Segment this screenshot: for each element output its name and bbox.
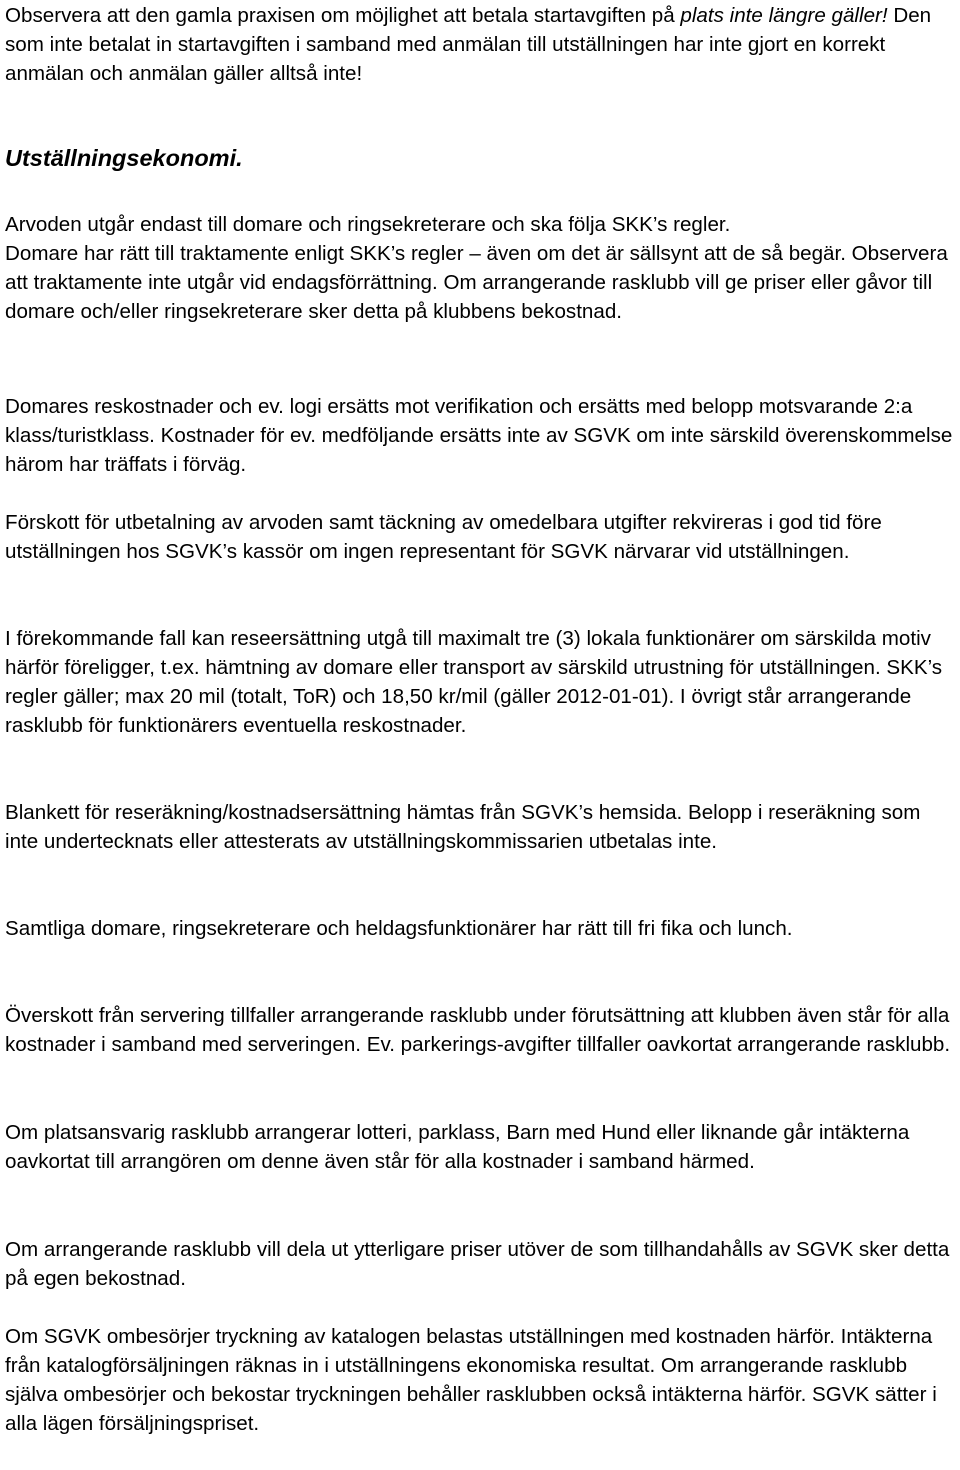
section-heading: Utställningsekonomi.	[5, 145, 243, 171]
intro-text-b: Den som inte betalat in startavgiften i samband med anmälan till utställningen har inte gjort en korrekt anmälan och anmälan gäller alltså inte!	[5, 4, 932, 85]
blankett-paragraph: Blankett för reseräkning/kostnadsersättning hämtas från SGVK’s hemsida. Belopp i reseräkning som inte undertecknats eller attesterats av utställningskommissarien utbetalas inte.	[5, 801, 921, 853]
forskott-paragraph: Förskott för utbetalning av arvoden samt täckning av omedelbara utgifter rekvireras i god tid före utställningen hos SGVK’s kassör om ingen representant för SGVK närvarar vid utställningen.	[5, 511, 882, 563]
katalog-paragraph: Om SGVK ombesörjer tryckning av katalogen belastas utställningen med kostnaden härför. Intäkterna från katalogförsäljningen räknas in i utställningens ekonomiska resultat. Om arrangerande rasklubb själva ombesörjer och bekostar tryckningen behåller rasklubben också intäkterna härför. SGVK sätter i alla lägen försäljningspriset.	[5, 1325, 937, 1435]
domares-paragraph: Domares reskostnader och ev. logi ersätts mot verifikation och ersätts med belopp motsvarande 2:a klass/turistklass. Kostnader för ev. medföljande ersätts inte av SGVK om inte särskild överenskommelse härom har träffats i förväg.	[5, 395, 953, 476]
overskott-paragraph: Överskott från servering tillfaller arrangerande rasklubb under förutsättning att klubben även står för alla kostnader i samband med serveringen. Ev. parkerings-avgifter tillfaller oavkortat arrangerande rasklubb.	[5, 1004, 951, 1056]
samtliga-paragraph: Samtliga domare, ringsekreterare och heldagsfunktionärer har rätt till fri fika och lunch.	[5, 917, 793, 940]
intro-paragraph	[5, 1, 957, 88]
lotteri-paragraph: Om platsansvarig rasklubb arrangerar lotteri, parklass, Barn med Hund eller liknande går intäkterna oavkortat till arrangören om denne även står för alla kostnader i samband härmed.	[5, 1121, 910, 1173]
intro-text-a: Observera att den gamla praxisen om möjlighet att betala startavgiften på	[5, 4, 681, 27]
domare-paragraph: Domare har rätt till traktamente enligt SKK’s regler – även om det är sällsynt att de så begär. Observera att traktamente inte utgår vid endagsförrättning. Om arrangerande rasklubb vill ge priser eller gåvor till domare och/eller ringsekreterare sker detta på klubbens bekostnad.	[5, 242, 948, 323]
intro-italic-a: plats inte	[680, 4, 763, 27]
arvoden-paragraph: Arvoden utgår endast till domare och ringsekreterare och ska följa SKK’s regler.	[5, 213, 731, 236]
arvoden-block	[5, 210, 957, 326]
forekommande-paragraph: I förekommande fall kan reseersättning utgå till maximalt tre (3) lokala funktionärer om särskilda motiv härför föreligger, t.ex. hämtning av domare eller transport av särskild utrustning för utställningen. SKK’s regler gäller; max 20 mil (totalt, ToR) och 18,50 kr/mil (gäller 2012-01-01). I övrigt står arrangerande rasklubb för funktionärers eventuella reskostnader.	[5, 627, 943, 737]
intro-italic-b: längre gäller!	[768, 4, 888, 27]
priser-paragraph: Om arrangerande rasklubb vill dela ut ytterligare priser utöver de som tillhandahålls av SGVK sker detta på egen bekostnad.	[5, 1238, 950, 1290]
